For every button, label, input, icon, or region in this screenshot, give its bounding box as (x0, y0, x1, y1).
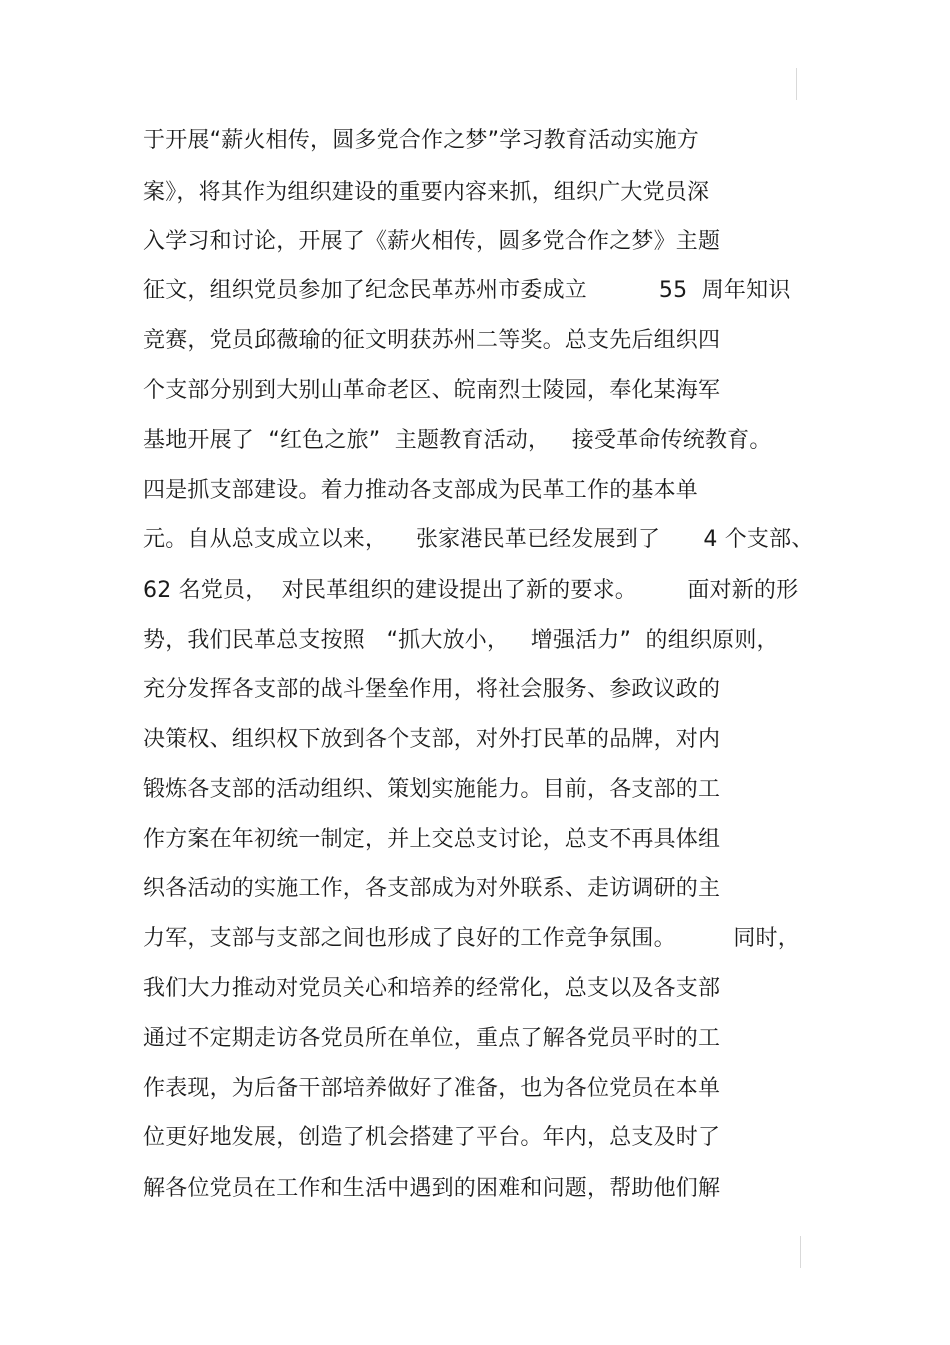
body-text-line: 元。自从总支成立以来， 张家港民革已经发展到了 4 个支部、 (143, 527, 814, 552)
body-text-line: 作方案在年初统一制定，并上交总支讨论，总支不再具体组 (143, 827, 721, 852)
body-text-line: 征文，组织党员参加了纪念民革苏州市委成立 55 周年知识 (143, 278, 791, 303)
body-text-line: 基地开展了 “红色之旅” 主题教育活动， 接受革命传统教育。 (143, 428, 772, 453)
body-text-line: 势，我们民革总支按照 “抓大放小， 增强活力” 的组织原则， (143, 628, 779, 653)
body-text-line: 我们大力推动对党员关心和培养的经常化，总支以及各支部 (143, 976, 721, 1001)
body-text-line: 案》，将其作为组织建设的重要内容来抓，组织广大党员深 (143, 180, 710, 205)
body-text-line: 通过不定期走访各党员所在单位，重点了解各党员平时的工 (143, 1026, 721, 1051)
page-edge-mark-bottom (800, 1236, 801, 1268)
body-text-line: 四是抓支部建设。着力推动各支部成为民革工作的基本单 (143, 478, 699, 503)
body-text-line: 解各位党员在工作和生活中遇到的困难和问题，帮助他们解 (143, 1176, 721, 1201)
body-text-line: 锻炼各支部的活动组织、策划实施能力。目前，各支部的工 (143, 777, 721, 802)
body-text-line: 充分发挥各支部的战斗堡垒作用，将社会服务、参政议政的 (143, 677, 721, 702)
body-text-line: 位更好地发展，创造了机会搭建了平台。年内，总支及时了 (143, 1125, 721, 1150)
body-text-line: 个支部分别到大别山革命老区、皖南烈士陵园，奉化某海军 (143, 378, 721, 403)
body-text-line: 作表现，为后备干部培养做好了准备，也为各位党员在本单 (143, 1076, 721, 1101)
body-text-line: 入学习和讨论，开展了《薪火相传，圆多党合作之梦》主题 (143, 229, 721, 254)
body-text-line: 织各活动的实施工作，各支部成为对外联系、走访调研的主 (143, 876, 721, 901)
body-text-line: 于开展“薪火相传，圆多党合作之梦”学习教育活动实施方 (143, 128, 699, 153)
body-text-line: 力军，支部与支部之间也形成了良好的工作竞争氛围。 同时， (143, 926, 800, 951)
page-edge-mark-top (796, 68, 797, 100)
body-text-line: 决策权、组织权下放到各个支部，对外打民革的品牌，对内 (143, 727, 721, 752)
body-text-line: 竞赛，党员邱薇瑜的征文明获苏州二等奖。总支先后组织四 (143, 328, 721, 353)
body-text-line: 62 名党员， 对民革组织的建设提出了新的要求。 面对新的形 (143, 578, 799, 603)
